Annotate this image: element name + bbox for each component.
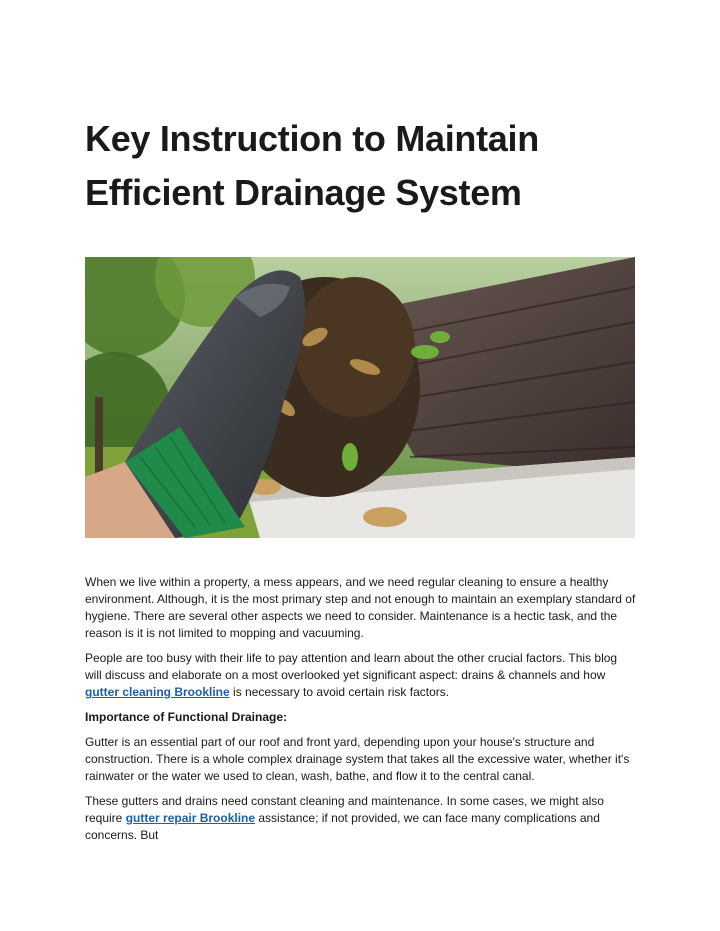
gutter-repair-link[interactable]: gutter repair Brookline — [125, 811, 256, 825]
paragraph-gutter-explanation: Gutter is an essential part of our roof and front yard, depending upon your house's structure and construction. There is a whole complex drainage system that takes all the excessive water, whether it's rainwater or the water we used to clean, wash, bathe, and flow it to the central canal. — [85, 735, 630, 783]
title-line-1: Key Instruction to Maintain — [85, 118, 539, 159]
section-subheading: Importance of Functional Drainage: — [85, 710, 288, 724]
gutter-cleaning-link[interactable]: gutter cleaning Brookline — [85, 685, 230, 699]
paragraph-intro: When we live within a property, a mess appears, and we need regular cleaning to ensure a healthy environment. Although, it is the most primary step and not enough to maintain an exemplary standard of hygiene. There are several other aspects we need to consider. Maintenance is a hectic task, and the reason is it is not limited to mopping and vacuuming. — [85, 575, 636, 640]
page-title — [85, 112, 645, 220]
paragraph-maintenance-text-2: assistance; if not provided, we can face many complications and concerns. But — [85, 811, 600, 842]
paragraph-maintenance-text-1: These gutters and drains need constant cleaning and maintenance. In some cases, we might also require — [85, 794, 604, 825]
title-line-2: Efficient Drainage System — [85, 172, 522, 213]
gutter-cleaning-illustration — [85, 257, 635, 538]
paragraph-maintenance — [85, 793, 637, 844]
hero-image — [85, 257, 635, 538]
paragraph-blog-purpose — [85, 650, 637, 701]
paragraph-blog-purpose-text-2: is necessary to avoid certain risk factors. — [229, 685, 450, 699]
paragraph-blog-purpose-text-1: People are too busy with their life to pay attention and learn about the other crucial factors. This blog will discuss and elaborate on a most overlooked yet significant aspect: drains & channels and how — [85, 651, 618, 682]
article-body — [85, 574, 637, 852]
